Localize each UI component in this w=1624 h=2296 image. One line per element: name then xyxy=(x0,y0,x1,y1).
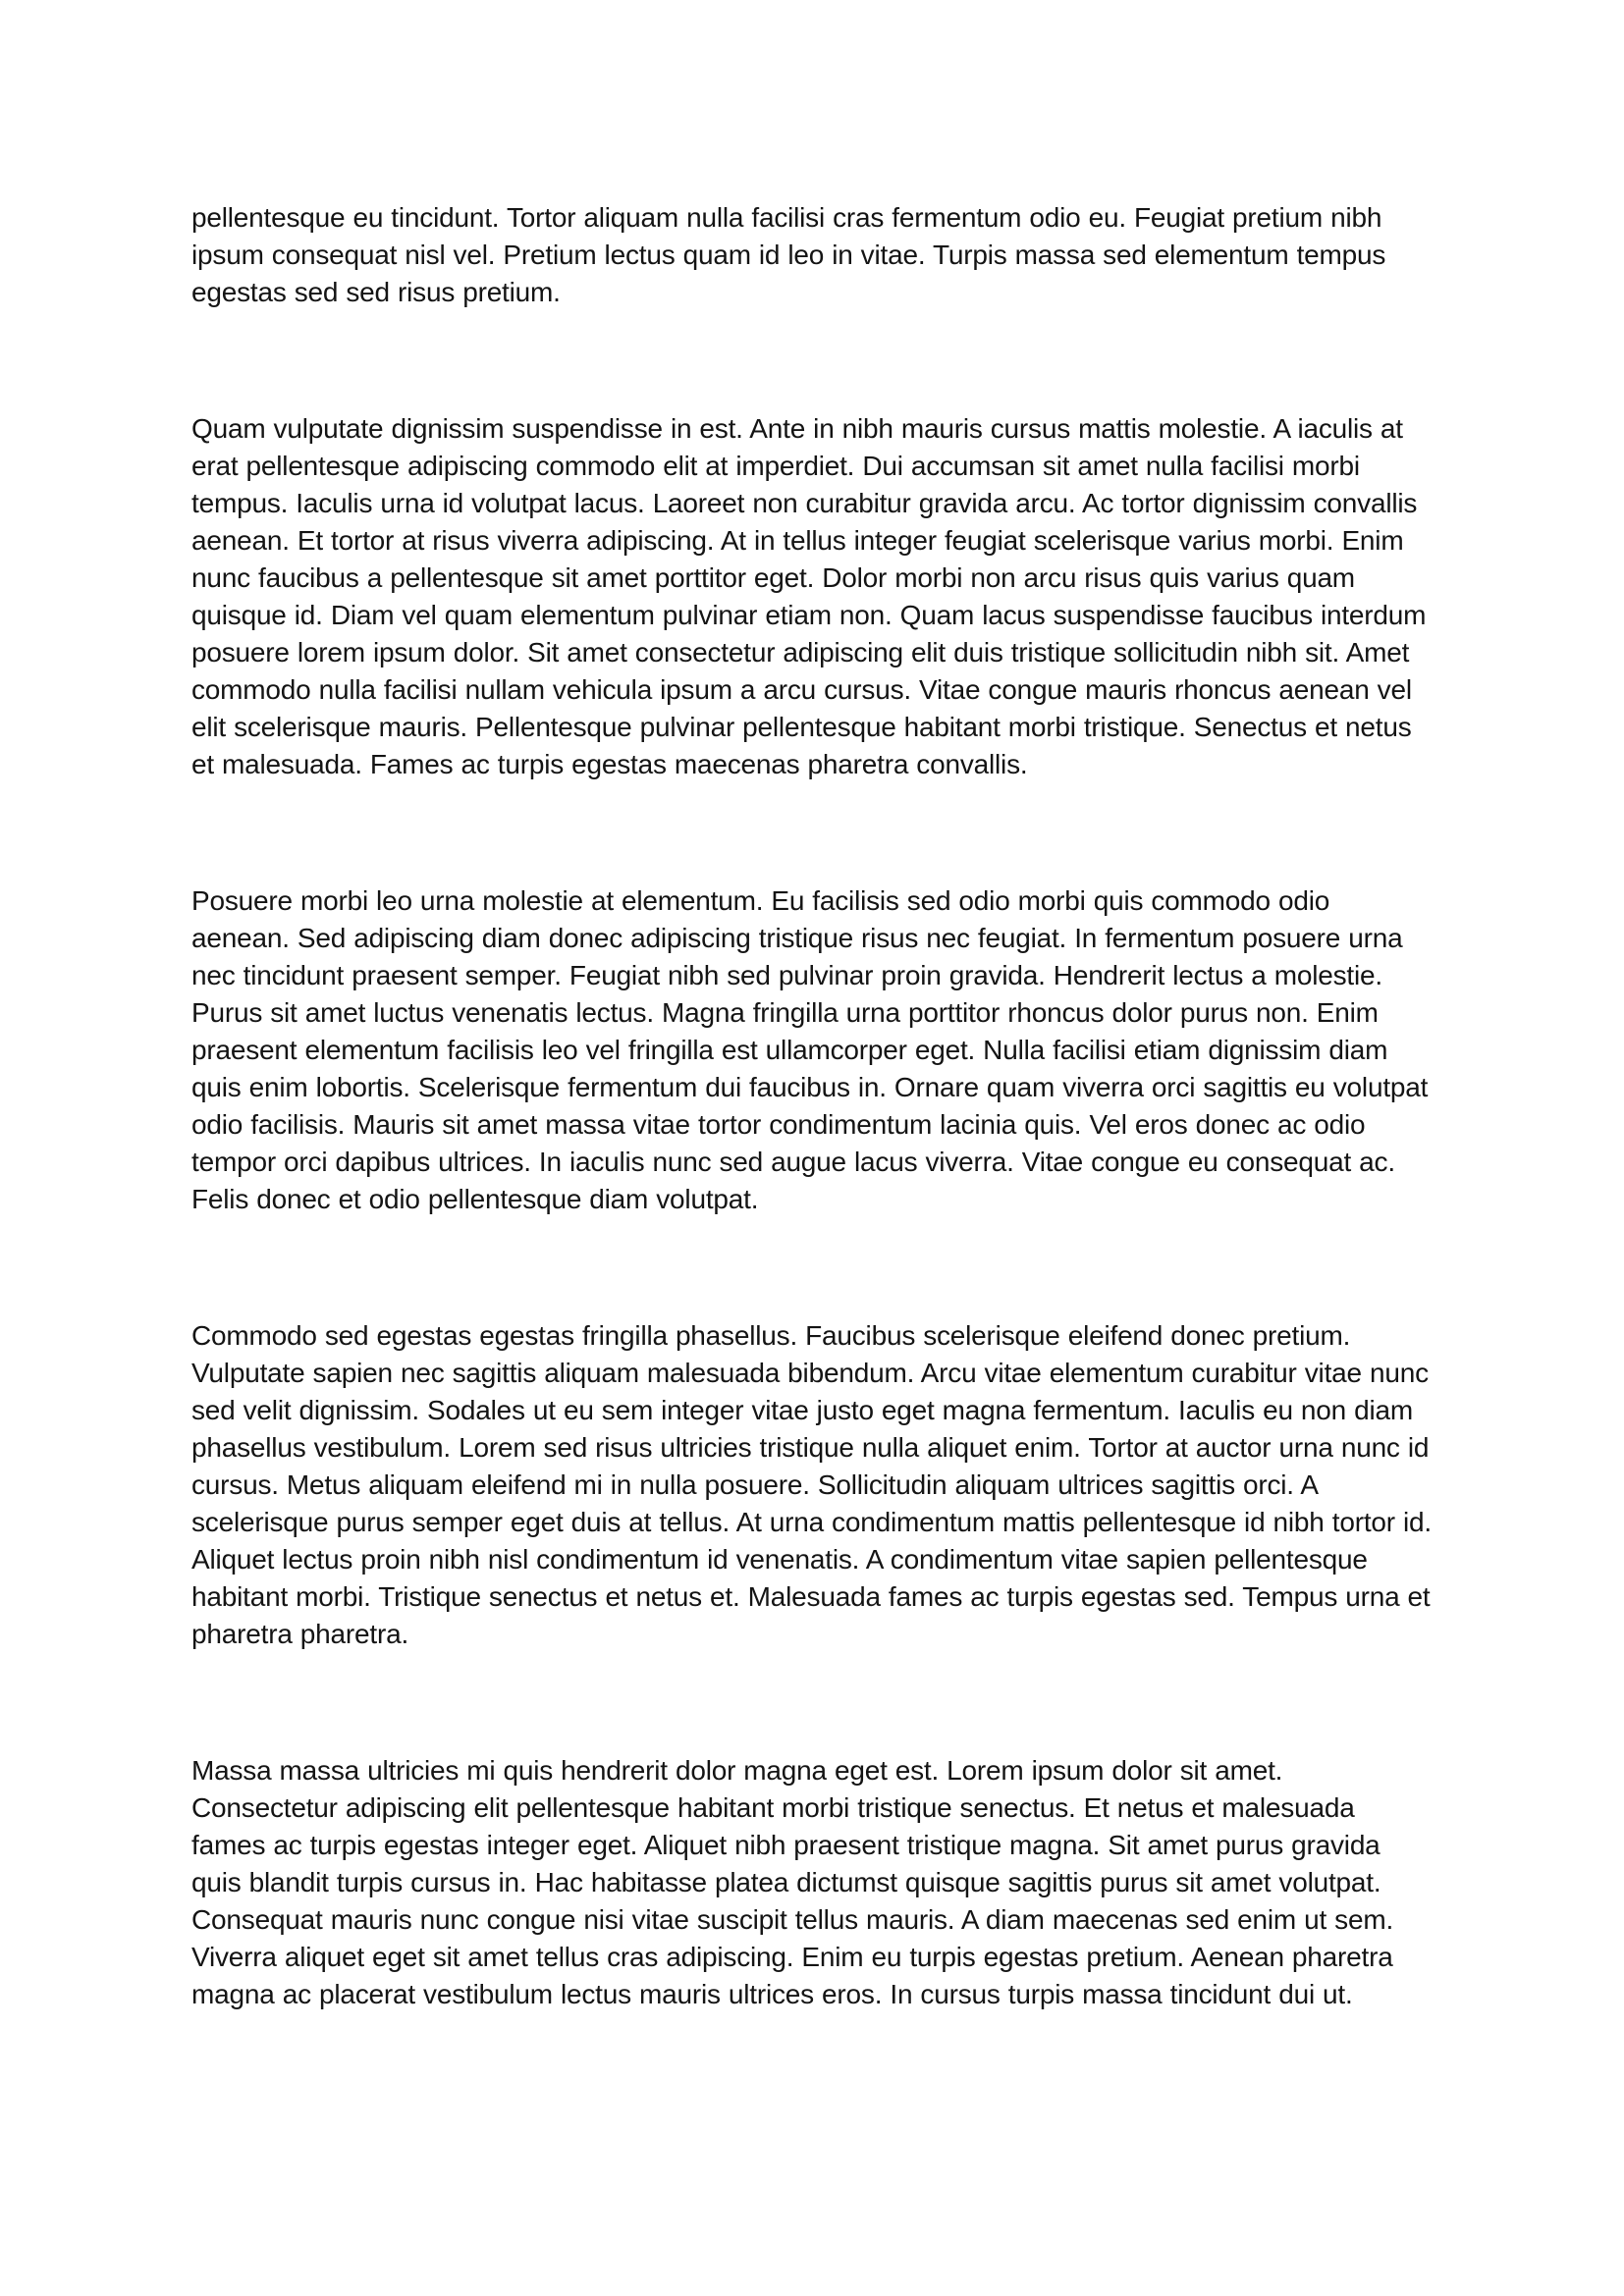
paragraph-4: Commodo sed egestas egestas fringilla phasellus. Faucibus scelerisque eleifend donec pretium. Vulputate sapien nec sagittis aliquam malesuada bibendum. Arcu vitae elementum curabitur vitae nunc sed velit dignissim. Sodales ut eu sem integer vitae justo eget magna fermentum. Iaculis eu non diam phasellus vestibulum. Lorem sed risus ultricies tristique nulla aliquet enim. Tortor at auctor urna nunc id cursus. Metus aliquam eleifend mi in nulla posuere. Sollicitudin aliquam ultrices sagittis orci. A scelerisque purus semper eget duis at tellus. At urna condimentum mattis pellentesque id nibh tortor id. Aliquet lectus proin nibh nisl condimentum id venenatis. A condimentum vitae sapien pellentesque habitant morbi. Tristique senectus et netus et. Malesuada fames ac turpis egestas sed. Tempus urna et pharetra pharetra. xyxy=(191,1320,1432,1649)
paragraph-1: pellentesque eu tincidunt. Tortor aliquam nulla facilisi cras fermentum odio eu. Feugiat pretium nibh ipsum consequat nisl vel. Pretium lectus quam id leo in vitae. Turpis massa sed elementum tempus egestas sed sed risus pretium. xyxy=(191,202,1386,307)
paragraph-3: Posuere morbi leo urna molestie at elementum. Eu facilisis sed odio morbi quis commodo odio aenean. Sed adipiscing diam donec adipiscing tristique risus nec feugiat. In fermentum posuere urna nec tincidunt praesent semper. Feugiat nibh sed pulvinar proin gravida. Hendrerit lectus a molestie. Purus sit amet luctus venenatis lectus. Magna fringilla urna porttitor rhoncus dolor purus non. Enim praesent elementum facilisis leo vel fringilla est ullamcorper eget. Nulla facilisi etiam dignissim diam quis enim lobortis. Scelerisque fermentum dui faucibus in. Ornare quam viverra orci sagittis eu volutpat odio facilisis. Mauris sit amet massa vitae tortor condimentum lacinia quis. Vel eros donec ac odio tempor orci dapibus ultrices. In iaculis nunc sed augue lacus viverra. Vitae congue eu consequat ac. Felis donec et odio pellentesque diam volutpat. xyxy=(191,885,1429,1214)
paragraph-2: Quam vulputate dignissim suspendisse in est. Ante in nibh mauris cursus mattis molestie. A iaculis at erat pellentesque adipiscing commodo elit at imperdiet. Dui accumsan sit amet nulla facilisi morbi tempus. Iaculis urna id volutpat lacus. Laoreet non curabitur gravida arcu. Ac tortor dignissim convallis aenean. Et tortor at risus viverra adipiscing. At in tellus integer feugiat scelerisque varius morbi. Enim nunc faucibus a pellentesque sit amet porttitor eget. Dolor morbi non arcu risus quis varius quam quisque id. Diam vel quam elementum pulvinar etiam non. Quam lacus suspendisse faucibus interdum posuere lorem ipsum dolor. Sit amet consectetur adipiscing elit duis tristique sollicitudin nibh sit. Amet commodo nulla facilisi nullam vehicula ipsum a arcu cursus. Vitae congue mauris rhoncus aenean vel elit scelerisque mauris. Pellentesque pulvinar pellentesque habitant morbi tristique. Senectus et netus et malesuada. Fames ac turpis egestas maecenas pharetra convallis. xyxy=(191,413,1427,779)
paragraph-5: Massa massa ultricies mi quis hendrerit dolor magna eget est. Lorem ipsum dolor sit amet. Consectetur adipiscing elit pellentesque habitant morbi tristique senectus. Et netus et malesuada fames ac turpis egestas integer eget. Aliquet nibh praesent tristique magna. Sit amet purus gravida quis blandit turpis cursus in. Hac habitasse platea dictumst quisque sagittis purus sit amet volutpat. Consequat mauris nunc congue nisi vitae suscipit tellus mauris. A diam maecenas sed enim ut sem. Viverra aliquet eget sit amet tellus cras adipiscing. Enim eu turpis egestas pretium. Aenean pharetra magna ac placerat vestibulum lectus mauris ultrices eros. In cursus turpis massa tincidunt dui ut. xyxy=(191,1755,1394,2009)
